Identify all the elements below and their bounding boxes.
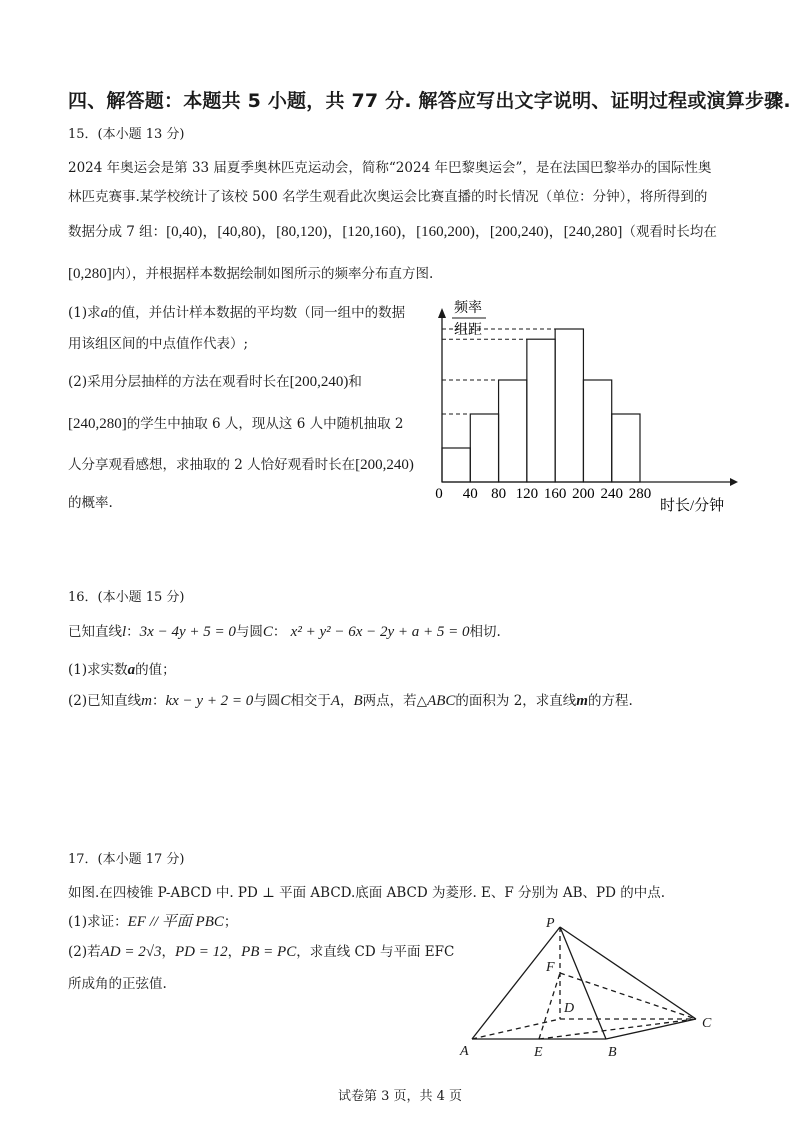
q16-part1 [68, 660, 176, 680]
q17-part2-line2: 所成角的正弦值. [68, 976, 167, 992]
q16-p2-ABC: ABC [427, 693, 456, 709]
frequency-histogram [420, 290, 760, 525]
q15-interval-7: [240,280] [563, 224, 623, 240]
histogram-bar [442, 448, 470, 482]
q15-intro-line4 [68, 264, 433, 284]
label-F: F [546, 960, 555, 975]
q16-p2-d: 相交于 [290, 693, 331, 709]
x-tick-label: 40 [462, 486, 478, 502]
y-axis-arrow [438, 308, 446, 318]
histogram-bar [612, 414, 640, 482]
q15-part1-line1 [68, 303, 405, 323]
q15-total-interval: [0,280] [68, 266, 112, 282]
q16-p2-B: B [353, 693, 363, 709]
q16-line1 [68, 622, 501, 642]
histogram-bar [583, 380, 611, 482]
q16-part1-var: a [127, 662, 136, 678]
q17-part2-eq3: PB = PC [241, 944, 297, 960]
q15-intro3-prefix: 数据分成 7 组： [68, 224, 167, 240]
q16-part1-end: 的值； [135, 662, 176, 678]
x-tick-label: 160 [543, 486, 567, 502]
q16-line-equation: 3x − 4y + 5 = 0 [139, 624, 236, 640]
q17-part2-sep2: ， [227, 944, 242, 960]
q15-part2-line4: 的概率. [68, 495, 113, 511]
q17-part2-b: ，求直线 CD 与平面 EFC [296, 944, 455, 960]
q16-number: 16．(本小题 15 分) [68, 590, 185, 605]
q16-part1-text: (1)求实数 [68, 662, 128, 678]
q17-part1 [68, 912, 237, 932]
q16-p2-a: (2)已知直线 [68, 693, 142, 709]
q16-text-c: 与圆 [235, 624, 263, 640]
q17-part2-eq1: AD = 2√3 [100, 944, 162, 960]
q15-part2-line2 [68, 414, 403, 434]
q15-part2-interval1: [200,240) [289, 374, 349, 390]
q15-intro-line2: 林匹克赛事.某学校统计了该校 500 名学生观看此次奥运会比赛直播的时长情况（单位：分钟），将所得到的 [68, 189, 708, 205]
x-tick-label: 120 [515, 486, 539, 502]
q16-p2-m: m [141, 693, 152, 709]
q16-part2 [68, 691, 633, 711]
x-tick-label: 240 [600, 486, 623, 502]
q15-part1-b: 的值，并估计样本数据的平均数（同一组中的数据 [108, 305, 406, 321]
q15-interval-6: [200,240)， [489, 224, 564, 240]
histogram-bar [470, 414, 498, 482]
q16-p2-equation: kx − y + 2 = 0 [165, 693, 254, 709]
q15-intro-line3 [68, 222, 717, 242]
q15-intro4-text: 内），并根据样本数据绘制如图所示的频率分布直方图. [111, 266, 434, 282]
label-E: E [534, 1045, 543, 1060]
q16-p2-g: 的面积为 2，求直线 [455, 693, 577, 709]
q17-part2-eq2: PD = 12 [174, 944, 228, 960]
y-label-numerator: 频率 [454, 301, 482, 316]
q16-text-b: ： [126, 624, 140, 640]
q16-p2-C: C [280, 693, 291, 709]
q17-number: 17．(本小题 17 分) [68, 852, 185, 867]
q17-part1-a: (1)求证： [68, 914, 128, 930]
q16-text-a: 已知直线 [68, 624, 122, 640]
histogram-bar [499, 380, 527, 482]
q16-text-e: 相切. [469, 624, 501, 640]
edge-PB [560, 927, 606, 1039]
q15-interval-3: [80,120)， [276, 224, 343, 240]
histogram-bar [555, 329, 583, 482]
label-P: P [546, 916, 555, 931]
q17-part1-equation: EF // 平面 PBC [127, 914, 224, 930]
q15-part2-b: 和 [348, 374, 362, 390]
q16-p2-b: ： [151, 693, 166, 709]
label-A: A [460, 1044, 469, 1059]
q15-part2-a: (2)采用分层抽样的方法在观看时长在 [68, 374, 290, 390]
q15-part2-line1 [68, 372, 362, 392]
x-tick-label: 280 [628, 486, 652, 502]
q15-intro3-suffix: （观看时长均在 [622, 224, 717, 240]
q17-part2-sep1: ， [161, 944, 175, 960]
q15-interval-2: [40,80)， [217, 224, 277, 240]
segment-FC [560, 973, 696, 1019]
q15-interval-5: [160,200)， [416, 224, 490, 240]
q16-p2-c: 与圆 [253, 693, 281, 709]
q15-part1-a: (1)求 [68, 305, 101, 321]
q15-part2-interval2: [240,280] [68, 416, 127, 432]
x-tick-label: 80 [491, 486, 507, 502]
q16-circle-C: C [262, 624, 273, 640]
q15-part2-interval3: [200,240) [355, 457, 414, 473]
q15-part2-d: 人分享观看感想，求抽取的 2 人恰好观看时长在 [68, 457, 356, 473]
q16-circle-equation: x² + y² − 6x − 2y + a + 5 = 0 [290, 624, 470, 640]
q16-p2-h: 的方程. [587, 693, 633, 709]
page-footer: 试卷第 3 页，共 4 页 [337, 1089, 463, 1104]
edge-PC [560, 927, 696, 1019]
x-axis-arrow [730, 478, 738, 486]
q15-part1-line2: 用该组区间的中点值作代表）; [68, 336, 249, 352]
q17-part2-line1 [68, 942, 454, 962]
pyramid-figure [450, 915, 730, 1065]
q16-text-d: ： [272, 624, 287, 640]
q15-number: 15．(本小题 13 分) [68, 127, 185, 142]
q16-line-l: l [122, 624, 127, 640]
label-C: C [702, 1016, 712, 1031]
x-axis-label: 时长/分钟 [660, 498, 725, 514]
histogram-bar [527, 339, 555, 482]
q15-interval-1: [0,40)， [166, 224, 218, 240]
q17-part1-end: ； [223, 914, 238, 930]
q17-part2-a: (2)若 [68, 944, 101, 960]
q15-interval-4: [120,160)， [342, 224, 417, 240]
q15-part2-line3 [68, 455, 414, 475]
q15-intro-line1: 2024 年奥运会是第 33 届夏季奥林匹克运动会，简称“2024 年巴黎奥运会”，是在法国巴黎举办的国际性奥 [68, 160, 712, 176]
segment-EF [539, 973, 560, 1039]
q16-p2-e: ， [340, 693, 354, 709]
q16-p2-m2: m [576, 693, 588, 709]
origin-label: 0 [435, 486, 443, 502]
section-header: 四、解答题：本题共 5 小题，共 77 分. 解答应写出文字说明、证明过程或演算步骤. [68, 90, 791, 112]
y-label-denominator: 组距 [454, 323, 482, 338]
q16-p2-A: A [330, 693, 340, 709]
q16-p2-f: 两点，若△ [362, 693, 428, 709]
q15-part1-var: a [100, 305, 109, 321]
x-tick-label: 200 [572, 486, 595, 502]
label-D: D [564, 1001, 575, 1016]
q17-line1: 如图.在四棱锥 P-ABCD 中. PD ⊥ 平面 ABCD.底面 ABCD 为菱形. E、F 分别为 AB、PD 的中点. [68, 885, 665, 901]
label-B: B [608, 1045, 617, 1060]
q15-part2-c: 的学生中抽取 6 人，现从这 6 人中随机抽取 2 [126, 416, 404, 432]
